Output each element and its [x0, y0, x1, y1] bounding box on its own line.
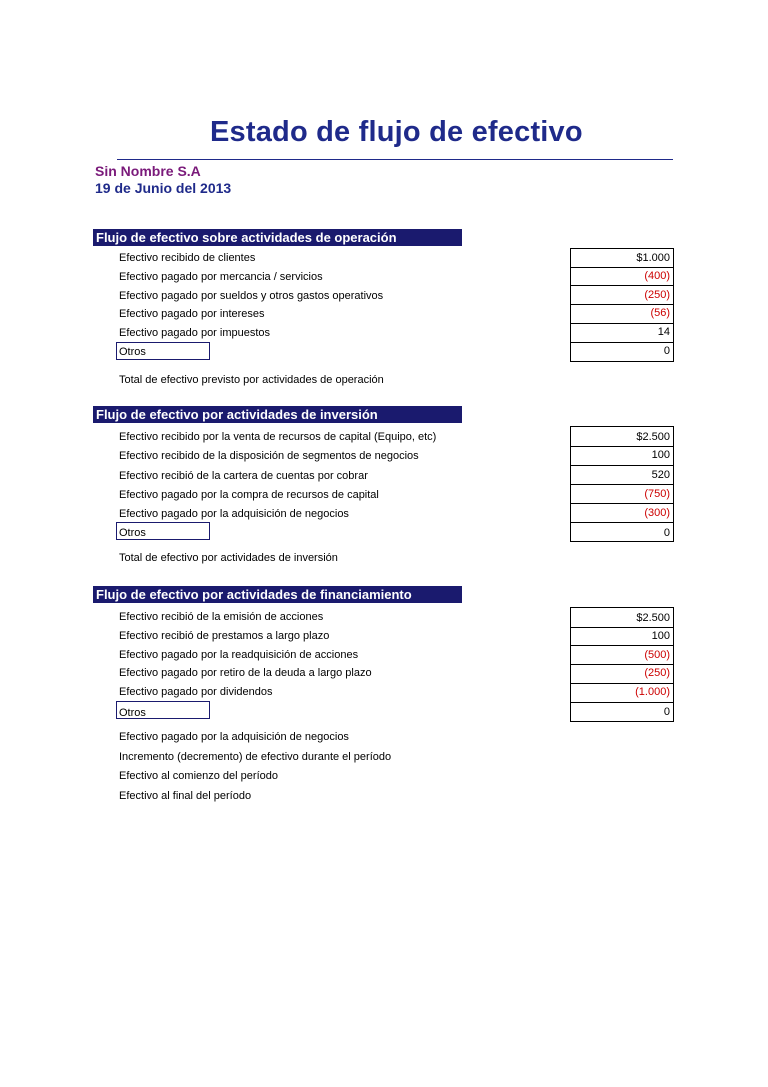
summary-line: Efectivo al final del período: [119, 790, 252, 802]
value-cell[interactable]: 0: [570, 703, 674, 722]
value-cell[interactable]: (300): [570, 504, 674, 523]
title-divider: [117, 159, 673, 160]
company-name: Sin Nombre S.A: [95, 163, 201, 179]
row-label: Efectivo pagado por impuestos: [119, 327, 271, 339]
summary-line: Efectivo al comienzo del período: [119, 770, 278, 782]
row-label: Efectivo pagado por intereses: [119, 308, 265, 320]
value-cell[interactable]: $1.000: [570, 248, 674, 268]
value-cell[interactable]: (250): [570, 665, 674, 684]
value-cell[interactable]: $2.500: [570, 426, 674, 447]
row-label: Efectivo recibido de la disposición de segmentos de negocios: [119, 450, 419, 462]
page-title: Estado de flujo de efectivo: [210, 116, 583, 148]
section-total-label: Total de efectivo por actividades de inversión: [119, 552, 338, 564]
row-label: Efectivo pagado por sueldos y otros gastos operativos: [119, 290, 384, 302]
value-cell[interactable]: (1.000): [570, 684, 674, 703]
value-cell[interactable]: 0: [570, 343, 674, 362]
value-cell[interactable]: (400): [570, 267, 674, 286]
summary-line: Incremento (decremento) de efectivo durante el período: [119, 751, 392, 763]
row-label: Otros: [119, 527, 146, 539]
row-label: Efectivo recibió de la emisión de acciones: [119, 611, 324, 623]
section-heading-inversion: Flujo de efectivo por actividades de inversión: [93, 406, 462, 423]
value-cell[interactable]: (56): [570, 305, 674, 324]
row-label: Efectivo pagado por dividendos: [119, 686, 273, 698]
value-cell[interactable]: 100: [570, 446, 674, 466]
value-cell[interactable]: 520: [570, 466, 674, 485]
value-cell[interactable]: $2.500: [570, 607, 674, 628]
section-heading-financiamiento: Flujo de efectivo por actividades de financiamiento: [93, 586, 462, 603]
section-total-label: Total de efectivo previsto por actividades de operación: [119, 374, 384, 386]
row-label: Efectivo recibió de la cartera de cuentas por cobrar: [119, 470, 368, 482]
value-cell[interactable]: 0: [570, 523, 674, 542]
row-label: Efectivo recibido por la venta de recursos de capital (Equipo, etc): [119, 431, 437, 443]
section-heading-operacion: Flujo de efectivo sobre actividades de operación: [93, 229, 462, 246]
row-label: Efectivo recibido de clientes: [119, 252, 256, 264]
row-label: Efectivo pagado por mercancia / servicios: [119, 271, 323, 283]
row-label: Efectivo pagado por la readquisición de acciones: [119, 649, 359, 661]
summary-line: Efectivo pagado por la adquisición de negocios: [119, 731, 349, 743]
value-cell[interactable]: 100: [570, 627, 674, 646]
row-label: Efectivo pagado por la adquisición de negocios: [119, 508, 349, 520]
value-cell[interactable]: (750): [570, 485, 674, 504]
row-label: Efectivo pagado por la compra de recursos de capital: [119, 489, 379, 501]
value-cell[interactable]: (250): [570, 286, 674, 305]
row-label: Otros: [119, 346, 146, 358]
row-label: Efectivo pagado por retiro de la deuda a largo plazo: [119, 667, 372, 679]
report-date: 19 de Junio del 2013: [95, 180, 232, 196]
value-cell[interactable]: (500): [570, 646, 674, 665]
row-label: Otros: [119, 707, 146, 719]
row-label: Efectivo recibió de prestamos a largo plazo: [119, 630, 330, 642]
value-cell[interactable]: 14: [570, 324, 674, 343]
